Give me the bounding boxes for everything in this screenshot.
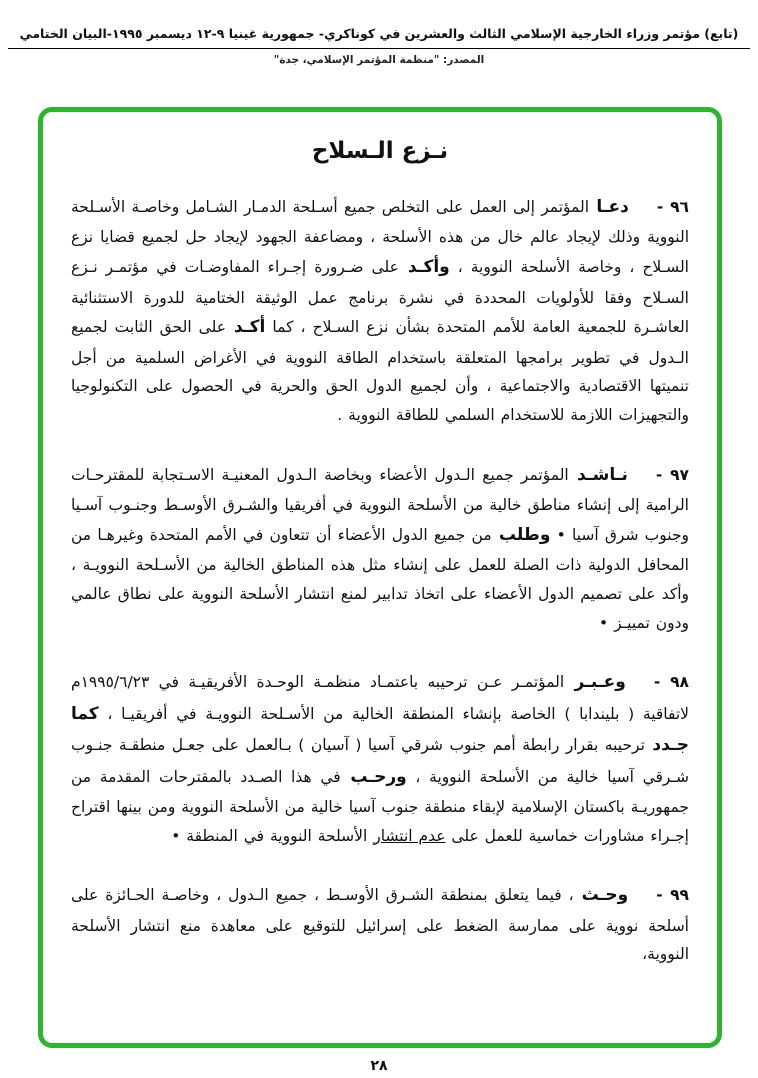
paragraph bbox=[71, 667, 689, 850]
paragraph-number: ٩٦ - bbox=[656, 198, 689, 216]
body-text: في هذا الصـدد بالمقترحات المقدمة من جمهوريـة باكستان الإسلامية لإبقاء منطقة جنوب آسيا خالية من الأسلحة النووية ومن بينها اقتراح إجـراء مشاورات خماسية للعمل على bbox=[71, 767, 689, 845]
body-text: من جميع الدول الأعضاء أن تتعاون في الأمم المتحدة وغيرهـا من المحافل الدولية ذات الصلة للعمل على إنشاء مثل هذه المناطق الخالية من الأسـلحة النوويـة ، وأكد على تصميم الدول الأعضاء على اتخاذ تدابير لمنع انتشار الأسلحة النووية على نطاق عالمي ودون تمييـز • bbox=[71, 525, 689, 632]
body-text: المؤتمر إلى العمل على التخلص جميع أسـلحة الدمـار الشـامل وخاصـة الأسـلحة النووية وذلك لإيجاد عالم خال من هذه الأسلحة ، ومضاعفة الجهود لإيجاد حل لجميع قضايا نزع السـلاح ، وخاصة الأسلحة النووية ، bbox=[71, 198, 689, 277]
source-line: المصدر: "منظمة المؤتمر الإسلامي، جدة" bbox=[273, 54, 485, 66]
emphasis-text: كما جـدد bbox=[71, 703, 690, 756]
emphasis-text: وطلب bbox=[491, 524, 551, 545]
emphasis-text: وحـث bbox=[573, 885, 629, 906]
document-title: نـزع الـسلاح bbox=[311, 138, 449, 164]
page-header bbox=[0, 0, 758, 66]
emphasis-text: وعـبـر bbox=[564, 672, 626, 693]
paragraph bbox=[71, 192, 689, 430]
emphasis-text: وأكـد bbox=[398, 257, 450, 278]
emphasis-text: ورحـب bbox=[340, 766, 407, 787]
page-number: ٢٨ bbox=[370, 1058, 388, 1074]
body-text: عدم انتشار bbox=[373, 826, 446, 845]
emphasis-text: نـاشـد bbox=[568, 464, 628, 485]
body-text: ، فيما يتعلق بمنطقة الشـرق الأوسـط ، جميع الـدول ، وخاصـة الحـائزة على أسلحة نووية على ممارسة الضغط على إسرائيل للتوقيع على معاهدة منع انتشار الأسلحة النووية، bbox=[71, 886, 689, 964]
paragraph-number: ٩٨ - bbox=[653, 673, 689, 692]
paragraph bbox=[71, 460, 689, 638]
paragraph-number: ٩٩ - bbox=[656, 886, 690, 905]
body-text: المؤتمر جميع الـدول الأعضاء وبخاصة الـدول المعنيـة الاسـتجابة للمقترحـات الرامية إلى إنشاء مناطق خالية من الأسلحة النووية في أفريقيا والشـرق الأوسـط وجنـوب آسـيا وجنوب شرق آسيا • bbox=[71, 465, 690, 544]
body-text: على ضـرورة إجـراء المفاوضـات في مؤتمـر نـزع السـلاح وفقا للأولويات المحددة في نشرة برنامج عمل الوثيقة الختامية للدورة الاستثنائية العاشـرة للجمعية العامة للأمم المتحدة بشأن نزع السـلاح ، كما bbox=[71, 258, 689, 337]
document-body bbox=[71, 192, 689, 969]
body-text: الأسلحة النووية في المنطقة • bbox=[171, 826, 374, 845]
body-text: ترحيبه بقرار رابطة أمم جنوب شرقي آسيا ( آسيان ) بـالعمل على جعـل منطقـة جنـوب شـرقي آسيا خالية من الأسلحة النووية ، bbox=[71, 736, 689, 786]
header-divider bbox=[8, 48, 750, 49]
paragraph bbox=[71, 880, 689, 969]
document-frame bbox=[38, 107, 722, 1048]
emphasis-text: دعـا bbox=[589, 197, 629, 217]
paragraph-number: ٩٧ - bbox=[655, 465, 689, 484]
body-text: المؤتمـر عـن ترحيبه باعتمـاد منظمـة الوحـدة الأفريقيـة في ١٩٩٥/٦/٢٣م لاتفاقية ( بليندابا ) الخاصة بإنشاء المنطقة الخالية من الأسـلحة النوويـة في أفريقيـا ، bbox=[71, 673, 689, 723]
emphasis-text: أكـد bbox=[225, 317, 266, 338]
conference-title-line: (تابع) مؤتمر وزراء الخارجية الإسلامي الثالث والعشرين في كوناكري- جمهورية غينيا ٩-١٢ ديسمبر ١٩٩٥-البيان الختامي bbox=[19, 26, 739, 41]
body-text: على الحق الثابت لجميع الـدول في تطوير برامجها المتعلقة باستخدام الطاقة النووية في الأغراض السلمية من أجل تنميتها الاقتصادية والاجتماعية ، وأن لجميع الدول الحق والحرية في الحصول على التكنولوجيا والتجهيزات اللازمة للاستخدام السلمي للطاقة النووية . bbox=[71, 318, 689, 424]
